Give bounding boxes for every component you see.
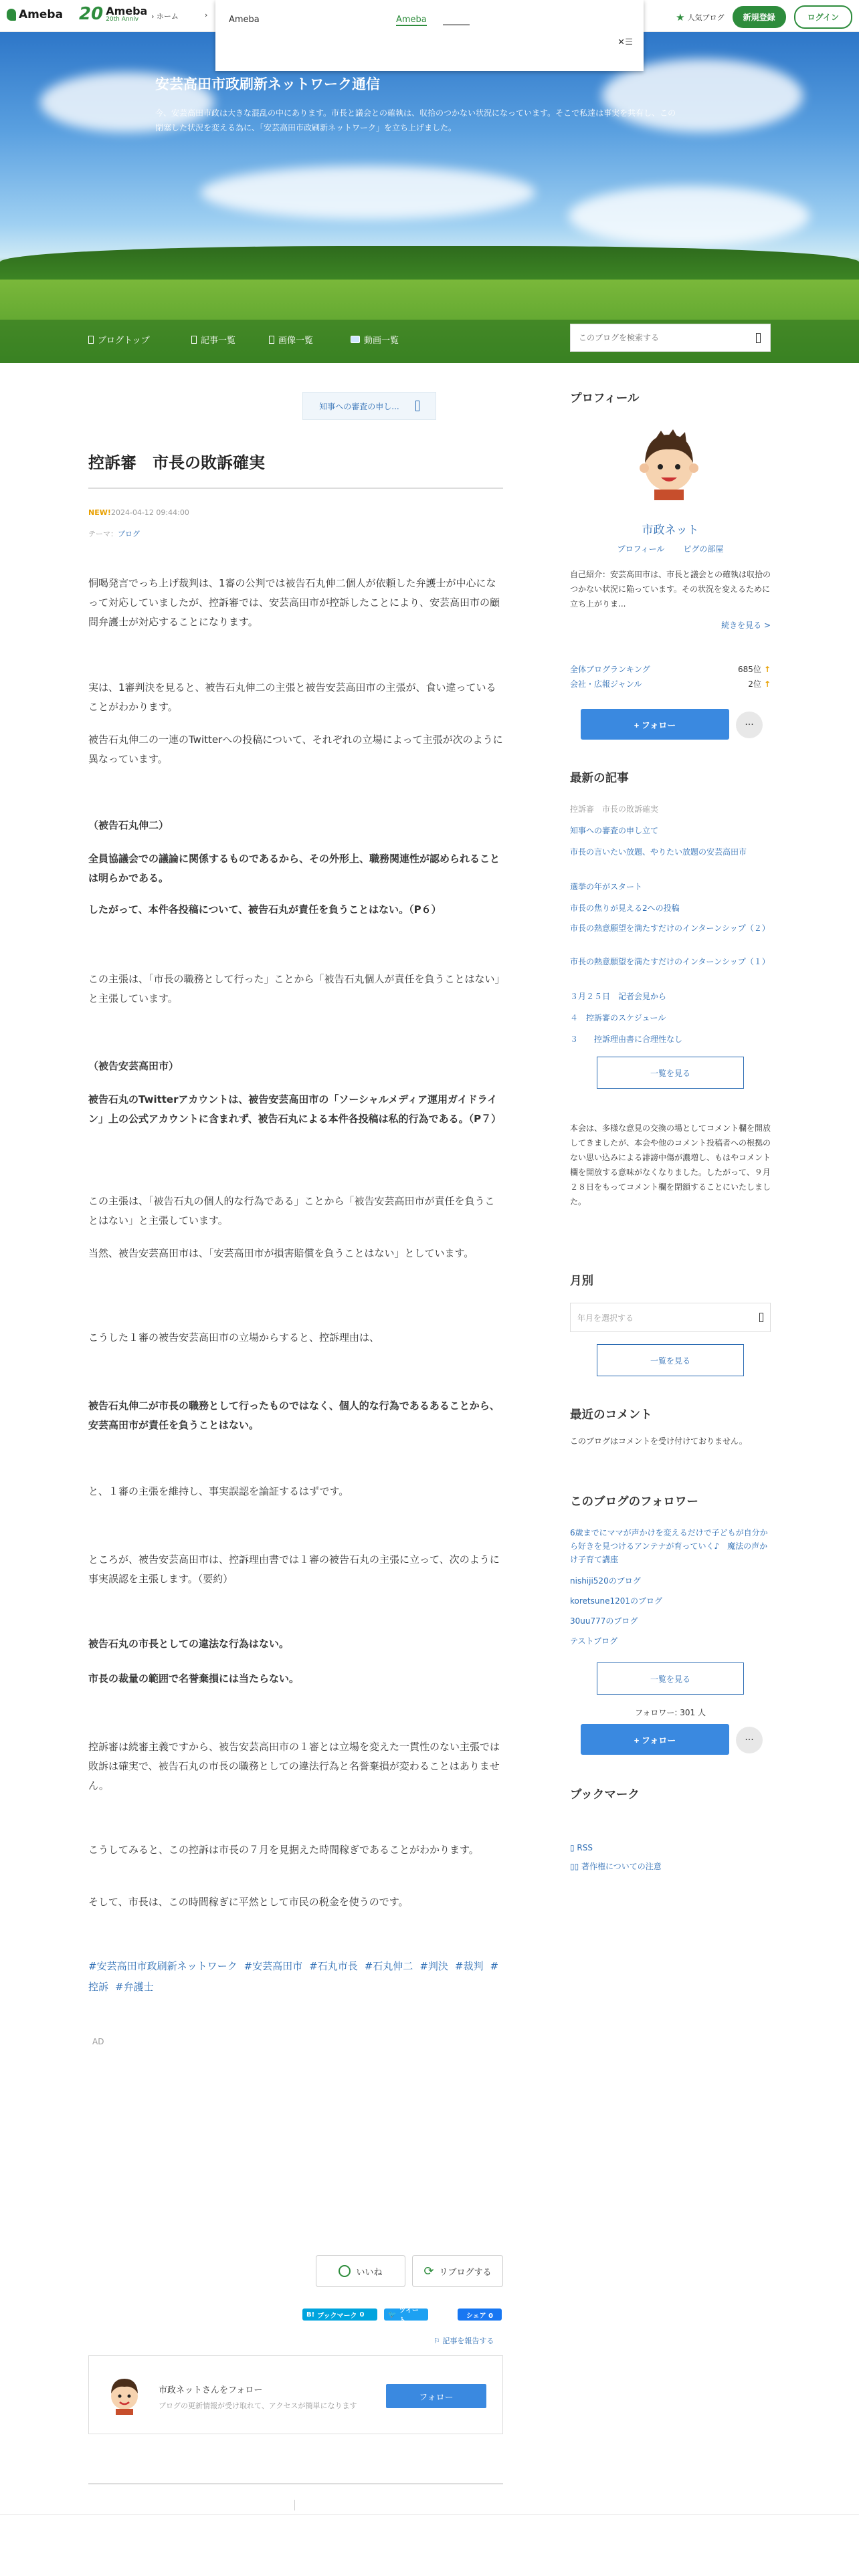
hashtag-link[interactable]: #判決 [419,1960,448,1972]
entry-paragraph: したがって、本件各投稿について、被告石丸が責任を負うことはない。（P６） [88,903,442,916]
follow-box [88,2355,503,2434]
entry-paragraph: この主張は、「被告石丸の個人的な行為である」ことから「被告安芸高田市が責任を負うことはない」と主張しています。 [88,1195,495,1226]
recent-entry-link[interactable]: 選挙の年がスタート [570,882,643,891]
entry-paragraph: 被告石丸伸二の一連のTwitterへの投稿について、それぞれの立場によって主張が次のように異なっています。 [88,734,503,765]
entry-paragraph: と、１審の主張を維持し、事実誤認を論証するはずです。 [88,1485,349,1497]
login-button[interactable]: ログイン [794,5,852,29]
recent-entry-link[interactable]: ４ 控訴審のスケジュール [570,1013,666,1023]
twitter-icon: 🐦 [388,2311,397,2319]
profile-name[interactable]: 市政ネット [642,524,699,537]
nav-entry-list[interactable]: 記事一覧 [191,333,235,346]
entry-paragraph: ところが、被告安芸高田市は、控訴理由書では１審の被告石丸の主張に立って、次のように事実誤認を主張します。（要約） [88,1553,500,1585]
followers-more-button[interactable]: 一覧を見る [597,1662,744,1695]
follower-blog-link[interactable]: nishiji520のブログ [570,1576,641,1586]
arrow-icon [415,401,419,411]
reblog-icon: ⟳ [423,2264,434,2278]
follower-blog-link[interactable]: テストブログ [570,1636,618,1646]
report-icon: ⚐ [434,2337,443,2345]
nav-image-list[interactable]: 画像一覧 [269,333,313,346]
follow-button[interactable]: フォロー [386,2384,486,2408]
menu-icon[interactable]: ☰ [625,37,633,47]
recent-entry-link[interactable]: 市長の焦りが見える2への投稿 [570,903,680,913]
rank-up-icon: ↑ [763,679,771,689]
recent-entry-link[interactable]: ３月２５日 記者会見から [570,992,667,1001]
theme-link[interactable]: ブログ [118,530,140,538]
bookmark-heading: ブックマーク [570,1788,640,1802]
entry-paragraph: こうしてみると、この控訴は市長の７月を見据えた時間稼ぎであることがわかります。 [88,1844,479,1856]
entry-paragraph: 被告石丸伸二が市長の職務として行ったものではなく、個人的な行為であるあることから、安芸高田市が責任を負うことはない。 [88,1400,500,1431]
ameba-leaf-icon [7,9,16,21]
entry-title: 控訴審 市長の敗訴確実 [88,449,503,489]
entry-paragraph: （被告石丸伸二） [88,819,169,831]
report-link[interactable]: ⚐ 記事を報告する [434,2337,494,2345]
hashtag-list [88,1956,503,1998]
more-options-button[interactable]: ··· [736,1727,763,1753]
popular-blog-link[interactable]: ★ 人気ブログ [676,11,725,23]
tweet-button[interactable]: 🐦 ツイート [384,2309,428,2321]
follow-subtitle: ブログの更新情報が受け取れて、アクセスが簡単になります [159,2401,357,2410]
followers-heading: このブログのフォロワー [570,1495,698,1509]
hashtag-link[interactable]: #裁判 [454,1960,484,1972]
reblog-button[interactable]: ⟳ リブログする [412,2255,503,2287]
entry-paragraph: 被告石丸のTwitterアカウントは、被告安芸高田市の「ソーシャルメディア運用ガイドライン」上の公式アカウントに含まれず、被告石丸による本件各投稿は私的行為である。（P７） [88,1093,502,1125]
entry-theme: テーマ：ブログ [88,530,140,538]
chevron-down-icon [759,1313,763,1322]
entry-paragraph: 恫喝発言でっち上げ裁判は、1審の公判では被告石丸伸二個人が依頼した弁護士が中心になって対応していましたが、控訴審では、安芸高田市が控訴したことにより、安芸高田市の顧問弁護士が対応することになります。 [88,577,500,628]
hashtag-link[interactable]: #安芸高田市 [244,1960,303,1972]
hashtag-link[interactable]: #安芸高田市政刷新ネットワーク [88,1960,237,1972]
recent-entry-link[interactable]: 控訴審 市長の敗訴確実 [570,804,659,814]
cloud [201,166,535,219]
profile-link[interactable]: プロフィール [617,544,665,554]
entry-paragraph: （被告安芸高田市） [88,1060,179,1072]
nav-home-link[interactable]: › ホーム [151,12,179,21]
read-more-link[interactable]: 続きを見る > [721,621,771,630]
profile-avatar[interactable] [632,425,706,500]
facebook-share-button[interactable]: シェア 0 [458,2309,502,2321]
ad-overlay [215,0,644,71]
recent-entry-link[interactable]: 知事への審査の申し立て [570,826,659,835]
share-buttons [302,2307,494,2325]
divider [294,2500,295,2510]
ranking-genre: 会社・広報ジャンル 2位 ↑ [570,679,771,689]
follower-blog-link[interactable]: 30uu777のブログ [570,1616,638,1626]
recent-entry-link[interactable]: ３ 控訴理由書に合理性なし [570,1035,683,1044]
sidebar-follow-button-2[interactable]: + フォロー [581,1724,729,1755]
entry-paragraph: 被告石丸の市長としての違法な行為はない。 [88,1638,290,1650]
entry-paragraph: 当然、被告安芸高田市は、「安芸高田市が損害賠償を負うことはない」としています。 [88,1247,474,1259]
blog-search-input[interactable] [571,324,738,351]
follower-blog-link[interactable]: koretsune1201のブログ [570,1596,663,1606]
ranking-link[interactable]: 会社・広報ジャンル [570,679,642,689]
recent-more-button[interactable]: 一覧を見る [597,1057,744,1089]
follower-blog-link[interactable]: 6歳までにママが声かけを変えるだけで子どもが自分から好きを見つけるアンテナが育っていく♪ 魔法の声かけ子育て講座 [570,1528,768,1564]
ranking-link[interactable]: 全体ブログランキング [570,665,650,674]
month-select[interactable]: 年月を選択する [570,1303,771,1332]
prev-entry-link[interactable]: 知事への審査の申し... [302,392,436,420]
book-icon: ▯▯ [570,1862,582,1871]
hashtag-link[interactable]: #石丸伸二 [364,1960,413,1972]
ad-link[interactable]: Ameba [396,15,427,25]
nav-blog-top[interactable]: ブログトップ [88,333,150,346]
sidebar-follow-button[interactable]: + フォロー [581,709,729,740]
month-more-button[interactable]: 一覧を見る [597,1344,744,1376]
comments-disabled-text: このブログはコメントを受け付けておりません。 [570,1436,747,1446]
blog-description: 今、安芸高田市政は大きな混乱の中にあります。市長と議会との確執は、収拾のつかない状況になっています。そこで私達は事実を共有し、この閉塞した状況を変える為に、「安芸高田市政刷新ネットワーク」を立ち上げました。 [155,108,676,132]
recent-comments-heading: 最近のコメント [570,1408,652,1422]
entry-paragraph: 控訴審は続審主義ですから、被告安芸高田市の１審とは立場を変えた一貫性のない主張では敗訴は確実で、被告石丸の市長の職務としての違法行為と名誉棄損が変わることはありません。 [88,1741,500,1792]
nav-arrow-icon [191,336,197,344]
new-badge: NEW! [88,508,111,517]
camera-icon [351,336,360,343]
cloud [569,186,809,246]
star-icon: ★ [676,11,685,23]
nav-sub-link[interactable]: › [205,11,208,19]
more-options-button[interactable]: ··· [736,712,763,738]
hashtag-link[interactable]: #石丸市長 [309,1960,358,1972]
ad-label: Ameba [229,15,260,25]
hashtag-link[interactable]: #控訴 [88,1960,499,1993]
entry-date: 2024-04-12 09:44:00 [111,508,189,517]
nav-arrow-icon [269,336,274,344]
blog-search [570,324,771,352]
recent-entries-heading: 最新の記事 [570,772,629,785]
rank-up-icon: ↑ [763,665,771,674]
follow-title: 市政ネットさんをフォロー [159,2385,263,2395]
avatar [104,2373,145,2415]
divider [0,2514,859,2515]
rss-link[interactable]: ▯ RSS [570,1843,593,1852]
copyright-link[interactable]: ▯▯ 著作権についての注意 [570,1862,662,1871]
ameba-logo[interactable]: Ameba [7,8,63,21]
entry-paragraph: そして、市長は、この時間稼ぎに平然として市民の税金を使うのです。 [88,1896,409,1908]
monthly-heading: 月別 [570,1275,594,1288]
entry-paragraph: 実は、1審判決を見ると、被告石丸伸二の主張と被告安芸高田市の主張が、食い違っていることがわかります。 [88,681,496,713]
recent-entry-link[interactable]: 市長の熱意願望を満たすだけのインターンシップ（２） [570,924,770,933]
profile-links [570,543,771,554]
close-icon[interactable]: ✕ [617,37,625,47]
divider [88,2483,503,2484]
recent-entry-link[interactable]: 市長の言いたい放題、やりたい放題の安芸高田市 [570,847,747,857]
search-icon[interactable] [756,333,761,343]
pigg-room-link[interactable]: ピグの部屋 [683,544,724,554]
nav-video-list[interactable]: 動画一覧 [351,333,399,346]
entry-paragraph: 全員協議会での議論に関係するものであるから、その外形上、職務関連性が認められることは明らかである。 [88,853,500,884]
blog-title[interactable]: 安芸高田市政刷新ネットワーク通信 [155,76,380,92]
profile-heading: プロフィール [570,392,640,405]
follower-count: フォロワー: 301 人 [635,1708,706,1717]
recent-entry-link[interactable]: 市長の熱意願望を満たすだけのインターンシップ（１） [570,957,770,966]
hatena-icon: B! [306,2311,315,2319]
nav-arrow-icon [88,336,94,344]
ameba-20th-logo[interactable]: 20 Ameba 20th Anniv [79,4,148,24]
entry-paragraph: 市長の裁量の範囲で名誉棄損には当たらない。 [88,1673,300,1685]
register-button[interactable]: 新規登録 [733,6,786,28]
rss-icon: ▯ [570,1843,577,1852]
comment-policy-note: 本会は、多様な意見の交換の場としてコメント欄を開放してきましたが、本会や他のコメント投稿者への根拠のない思い込みによる誹謗中傷が濃増し、もはやコメント欄を開放する意味がなくなりました。したがって、９月２８日をもってコメント欄を閉鎖することにいたしました。 [570,1123,771,1206]
hatena-bookmark-button[interactable]: B! ブックマーク 0 [302,2309,377,2321]
ad-divider [443,24,470,25]
ad-label: AD [92,2037,104,2046]
blog-header-image [0,32,859,363]
entry-paragraph: こうした１審の被告安芸高田市の立場からすると、控訴理由は、 [88,1331,380,1344]
profile-intro: 自己紹介：安芸高田市は、市長と議会との確執は収拾のつかない状況に陥っています。その状況を変えるために立ち上がりま... [570,570,771,609]
entry-paragraph: この主張は、「市長の職務として行った」ことから「被告石丸個人が責任を負うことはない」と主張しています。 [88,973,500,1004]
hashtag-link[interactable]: #弁護士 [115,1981,154,1993]
like-button[interactable]: いいね [316,2255,405,2287]
ranking-overall: 全体ブログランキング 685位 ↑ [570,665,771,674]
like-icon [339,2265,351,2277]
